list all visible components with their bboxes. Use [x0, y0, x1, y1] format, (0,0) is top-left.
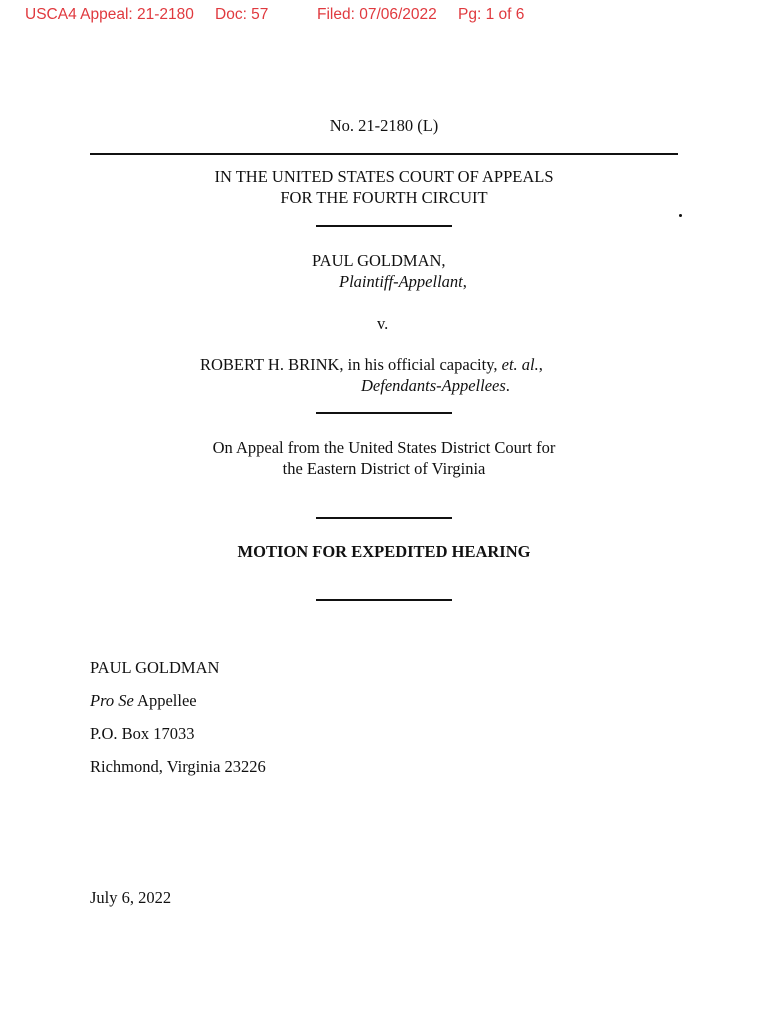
- stray-mark: [679, 214, 682, 217]
- ecf-filed-date: Filed: 07/06/2022: [317, 6, 437, 23]
- appeal-origin-line1: On Appeal from the United States District Court for: [212, 438, 556, 457]
- section-divider: [316, 517, 452, 519]
- ecf-page-count: Pg: 1 of 6: [458, 6, 525, 23]
- filer-role-appellee: Appellee: [133, 691, 197, 710]
- case-number: No. 21-2180 (L): [329, 116, 439, 135]
- ecf-doc-number: Doc: 57: [215, 6, 269, 23]
- filer-city: Richmond, Virginia 23226: [90, 757, 266, 776]
- defendant-etal-comma: ,: [538, 355, 543, 374]
- defendant-role-text: Defendants-Appellees: [361, 376, 506, 395]
- defendant-line: [200, 354, 543, 375]
- filer-po-box: P.O. Box 17033: [90, 724, 195, 743]
- plaintiff-role: [339, 271, 467, 292]
- filer-name: PAUL GOLDMAN: [90, 658, 220, 677]
- section-divider: [316, 412, 452, 414]
- filer-role: [90, 690, 197, 711]
- court-name-line1: IN THE UNITED STATES COURT OF APPEALS: [214, 167, 554, 186]
- plaintiff-role-comma: ,: [462, 272, 467, 291]
- court-name-line2: FOR THE FOURTH CIRCUIT: [280, 188, 488, 207]
- filing-date: July 6, 2022: [90, 888, 172, 907]
- plaintiff-role-text: Plaintiff-Appellant: [339, 272, 463, 291]
- filer-role-pro-se: Pro Se: [90, 691, 134, 710]
- versus: v.: [377, 314, 389, 333]
- defendant-etal: et. al.: [501, 355, 539, 374]
- plaintiff-name: PAUL GOLDMAN,: [312, 251, 446, 270]
- full-width-divider: [90, 153, 678, 155]
- ecf-appeal-number: USCA4 Appeal: 21-2180: [25, 6, 194, 23]
- motion-title: MOTION FOR EXPEDITED HEARING: [237, 542, 531, 561]
- defendant-name: ROBERT H. BRINK, in his official capacity,: [200, 355, 502, 374]
- section-divider: [316, 599, 452, 601]
- defendant-role: [361, 375, 510, 396]
- appeal-origin-line2: the Eastern District of Virginia: [282, 459, 486, 478]
- section-divider: [316, 225, 452, 227]
- defendant-role-period: .: [505, 376, 510, 395]
